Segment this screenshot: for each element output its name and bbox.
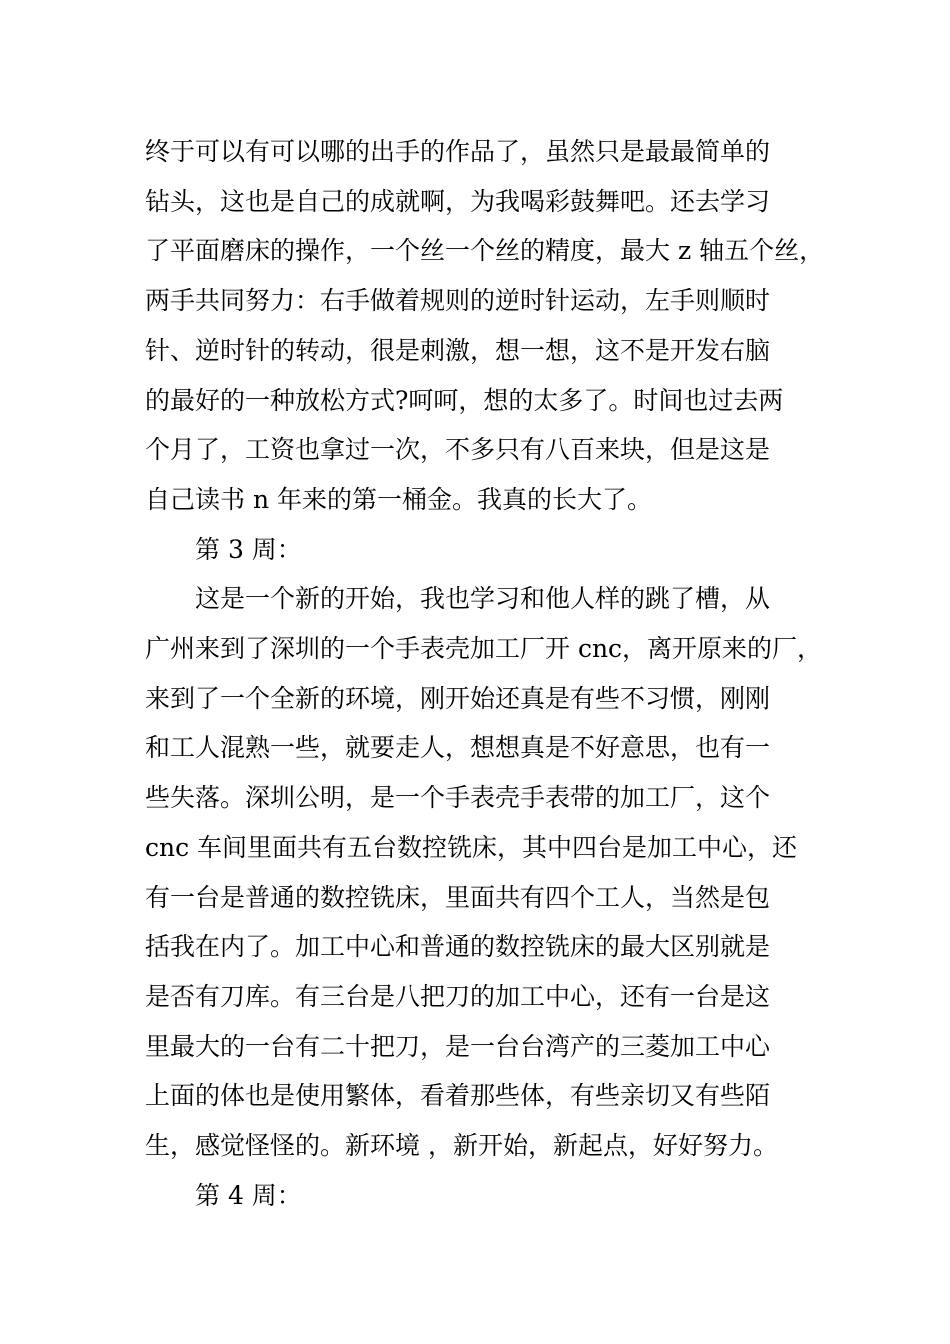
week-4-heading: 第 4 周： (195, 1180, 302, 1210)
text-line: 和工人混熟一些，就要走人，想想真是不好意思，也有一 (145, 733, 771, 763)
text-line: 个月了，工资也拿过一次，不多只有八百来块，但是这是 (145, 435, 771, 465)
text-line: cnc 车间里面共有五台数控铣床，其中四台是加工中心，还 (145, 832, 798, 862)
text-line: 来到了一个全新的环境，刚开始还真是有些不习惯，刚刚 (145, 683, 771, 713)
text-line: 有一台是普通的数控铣床，里面共有四个工人，当然是包 (145, 882, 771, 912)
text-line: 里最大的一台有二十把刀，是一台台湾产的三菱加工中心 (145, 1031, 771, 1061)
week-3-heading: 第 3 周： (195, 534, 302, 564)
text-line: 生，感觉怪怪的。新环境 ，新开始，新起点，好好努力。 (145, 1131, 778, 1161)
paragraph-1 (145, 127, 825, 525)
text-line: 终于可以有可以哪的出手的作品了，虽然只是最最简单的 (145, 137, 771, 166)
text-line: 括我在内了。加工中心和普通的数控铣床的最大区别就是 (145, 932, 771, 962)
text-line: 自己读书 n 年来的第一桶金。我真的长大了。 (145, 484, 652, 514)
text-line: 广州来到了深圳的一个手表壳加工厂开 cnc，离开原来的厂， (145, 634, 823, 664)
text-line: 是否有刀库。有三台是八把刀的加工中心，还有一台是这 (145, 981, 771, 1011)
text-line: 些失落。深圳公明，是一个手表壳手表带的加工厂，这个 (145, 783, 771, 813)
text-line: 上面的体也是使用繁体，看着那些体，有些亲切又有些陌 (145, 1081, 771, 1111)
text-line: 了平面磨床的操作，一个丝一个丝的精度，最大 z 轴五个丝， (145, 236, 825, 266)
text-line: 这是一个新的开始，我也学习和他人样的跳了槽，从 (195, 584, 771, 614)
text-line: 两手共同努力：右手做着规则的逆时针运动，左手则顺时 (145, 286, 771, 316)
text-line: 钻头，这也是自己的成就啊，为我喝彩鼓舞吧。还去学习 (145, 186, 771, 216)
paragraph-2 (145, 574, 825, 1170)
document-page (145, 127, 825, 1220)
text-line: 的最好的一种放松方式?呵呵，想的太多了。时间也过去两 (145, 385, 784, 415)
text-line: 针、逆时针的转动，很是刺激，想一想，这不是开发右脑 (145, 335, 771, 365)
